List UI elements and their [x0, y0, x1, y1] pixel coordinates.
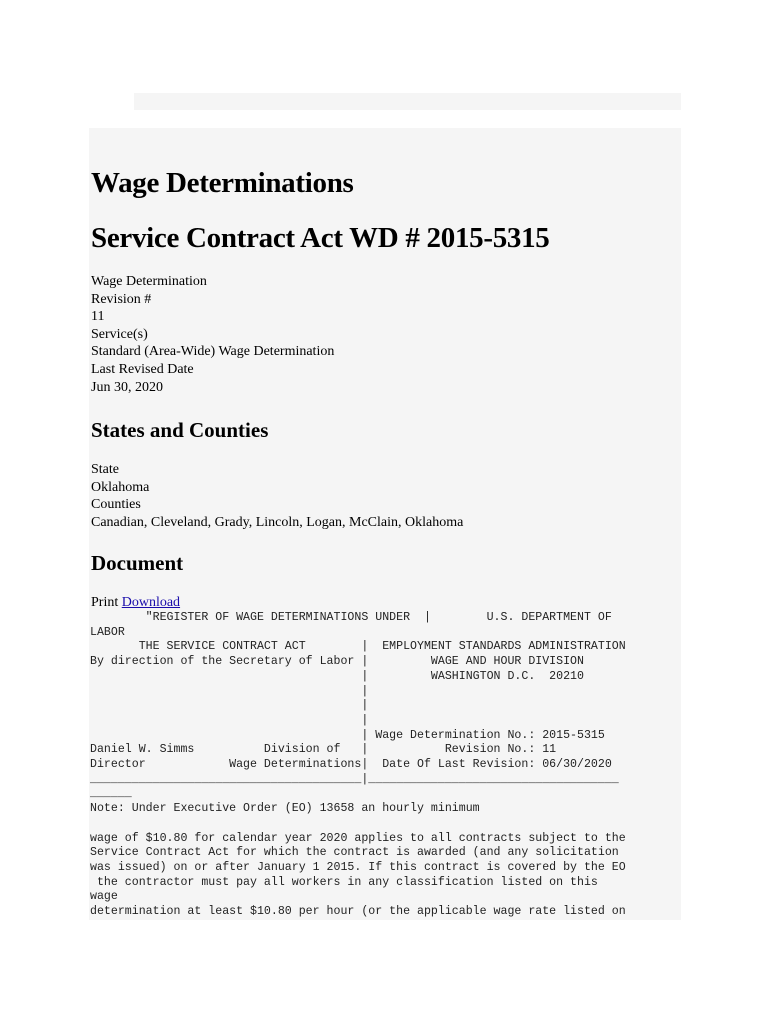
field-line: Revision # [91, 291, 152, 307]
print-label: Print [91, 595, 119, 610]
wage-determination-fields [91, 273, 334, 396]
states-counties-heading: States and Counties [91, 418, 269, 442]
states-counties-fields [91, 461, 463, 531]
field-line: Standard (Area-Wide) Wage Determination [91, 344, 335, 360]
print-line [91, 594, 180, 612]
download-link[interactable]: Download [121, 595, 181, 610]
field-line: Oklahoma [91, 479, 150, 495]
page-title: Wage Determinations [91, 167, 354, 199]
page-subtitle: Service Contract Act WD # 2015-5315 [91, 222, 550, 254]
field-line: Counties [91, 497, 141, 513]
field-line: Wage Determination [91, 274, 207, 289]
field-line: Canadian, Cleveland, Grady, Lincoln, Logan, McClain, Oklahoma [91, 514, 464, 530]
document-heading: Document [91, 551, 184, 575]
top-banner-strip [134, 93, 681, 110]
field-line: State [91, 462, 119, 477]
field-line: 11 [91, 309, 105, 325]
document-body-text: "REGISTER OF WAGE DETERMINATIONS UNDER | U.S. DEPARTMENT OF LABOR THE SERVICE CONTRACT ACT | EMPLOYMENT STANDARDS ADMINISTRATION By direction of the Secretary of Labor | WAGE AND HOUR DIVISION | WASHINGTON D.C. 20210 | | | | Wage Determination No.: 2015-5315 Daniel W. Simms Division of | Revision No.: 11 Director Wage Determinations| Date Of Last Revision: 06/30/2020 _______________________________________|____________________________________ ______ Note: Under Executive Order (EO) 13658 an hourly minimum wage of $10.80 for calendar year 2020 applies to all contracts subject to the Service Contract Act for which the contract is awarded (and any solicitation was issued) on or after January 1 2015. If this contract is covered by the EO the contractor must pay all workers in any classification listed on this wage determination at least $10.80 per hour (or the applicable wage rate listed on [90, 611, 626, 919]
field-line: Last Revised Date [91, 361, 194, 377]
field-line: Service(s) [91, 326, 148, 342]
content-panel [89, 128, 681, 920]
field-line: Jun 30, 2020 [91, 379, 163, 395]
